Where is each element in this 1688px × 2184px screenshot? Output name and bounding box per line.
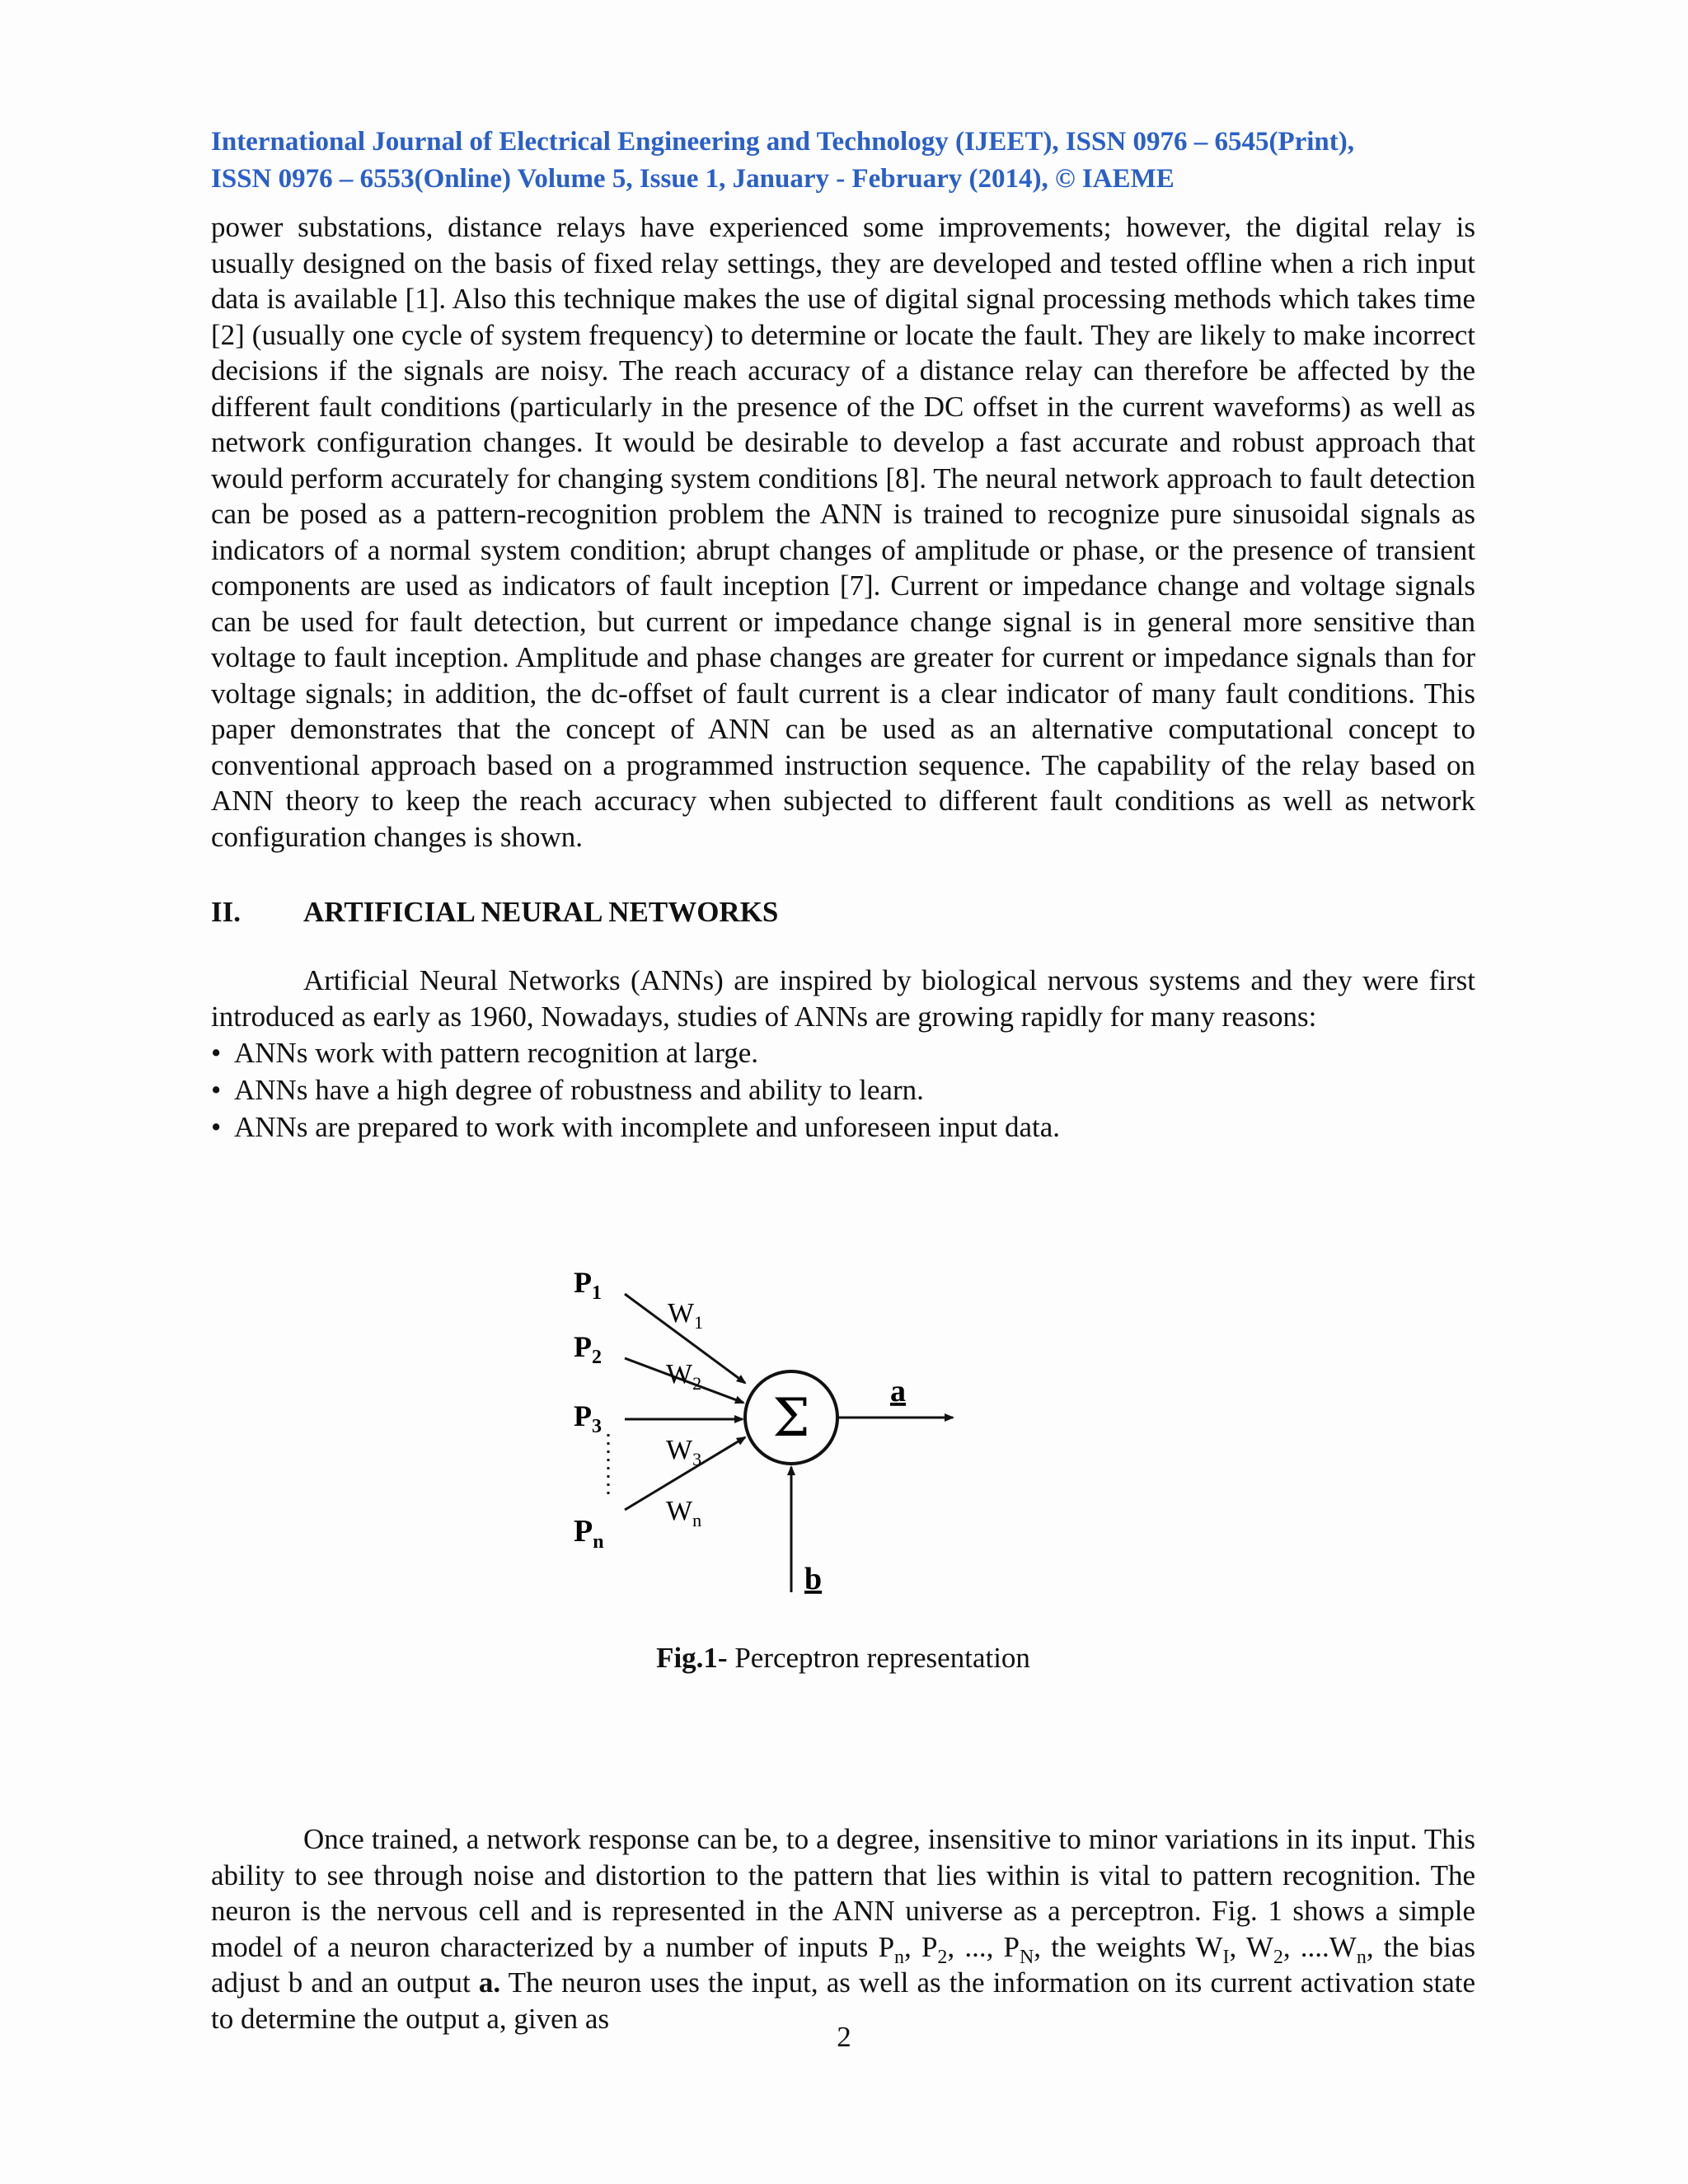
input-label-pn: $P_n$ [574,1514,604,1553]
weight-label-w1: $W_1$ [668,1298,704,1333]
section-title: ARTIFICIAL NEURAL NETWORKS [303,896,779,928]
bullet-text: ANNs work with pattern recognition at large. [234,1037,758,1069]
journal-header [211,124,1475,198]
input-label-p2: $P_2$ [574,1330,602,1368]
page-number: 2 [837,2021,851,2053]
input-label-p1: $P_1$ [574,1266,602,1304]
weight-label-wn: $W_n$ [666,1496,702,1530]
bias-label: b [804,1562,823,1596]
bullet-text: ANNs have a high degree of robustness and ability to learn. [234,1074,924,1106]
bullet-item [211,1071,1475,1108]
header-line-1: International Journal of Electrical Engineering and Technology (IJEET), ISSN 0976 – 6545(Print), [211,127,1354,157]
weight-label-w3: $W_3$ [666,1435,702,1469]
caption-text: Perceptron representation [727,1642,1030,1674]
sum-symbol: Σ [772,1388,810,1449]
page-content [211,124,1476,2035]
bullet-text: ANNs are prepared to work with incomplete and unforeseen input data. [234,1111,1061,1143]
paragraph-2: Artificial Neural Networks (ANNs) are inspired by biological nervous systems and they were first introduced as early as 1960, Nowadays, studies of ANNs are growing rapidly for many reasons: [211,964,1475,1033]
bullet-dot: • [211,1074,222,1106]
section-heading [211,894,1475,930]
perceptron-figure [574,1261,1151,1632]
perceptron-diagram [574,1261,1151,1632]
weight-label-w2: $W_2$ [666,1359,702,1394]
output-label: a [890,1374,906,1408]
bullet-item [211,1108,1475,1146]
bullet-dot: • [211,1111,222,1143]
caption-label: Fig.1- [656,1642,728,1674]
bullet-item [211,1034,1475,1071]
bullet-dot: • [211,1037,222,1069]
header-line-2: ISSN 0976 – 6553(Online) Volume 5, Issue 1, January - February (2014), © IAEME [211,164,1175,194]
paragraph-3: Once trained, a network response can be, to a degree, insensitive to minor variations in its input. This ability to see through noise and distortion to the pattern that lies within is vital to pattern recognition. The neuron is the nervous cell and is represented in the ANN universe as a perceptron. Fig. 1 shows a simple model of a neuron characterized by a number of inputs $P_n$, $P_2$, ..., $P_N$, the weights $W_I$, $W_2$, $....W_n$, the bias adjust b and an output a. The neuron uses the input, as well as the information on its current activation state to determine the output a, given as [211,1823,1476,2035]
input-label-p3: $P_3$ [574,1399,602,1437]
section-number: II. [211,896,241,928]
figure-caption [211,1640,1475,1675]
paragraph-1: power substations, distance relays have experienced some improvements; however, the digital relay is usually designed on the basis of fixed relay settings, they are developed and tested offline when a rich input data is available [1]. Also this technique makes the use of digital signal processing methods which takes time [2] (usually one cycle of system frequency) to determine or locate the fault. They are likely to make incorrect decisions if the signals are noisy. The reach accuracy of a distance relay can therefore be affected by the different fault conditions (particularly in the presence of the DC offset in the current waveforms) as well as network configuration changes. It would be desirable to develop a fast accurate and robust approach that would perform accurately for changing system conditions [8]. The neural network approach to fault detection can be posed as a pattern-recognition problem the ANN is trained to recognize pure sinusoidal signals as indicators of a normal system condition; abrupt changes of amplitude or phase, or the presence of transient components are used as indicators of fault inception [7]. Current or impedance change and voltage signals can be used for fault detection, but current or impedance change signal is in general more sensitive than voltage to fault inception. Amplitude and phase changes are greater for current or impedance signals than for voltage signals; in addition, the dc-offset of fault current is a clear indicator of many fault conditions. This paper demonstrates that the concept of ANN can be used as an alternative computational concept to conventional approach based on a programmed instruction sequence. The capability of the relay based on ANN theory to keep the reach accuracy when subjected to different fault conditions as well as network configuration changes is shown. [211,211,1475,853]
